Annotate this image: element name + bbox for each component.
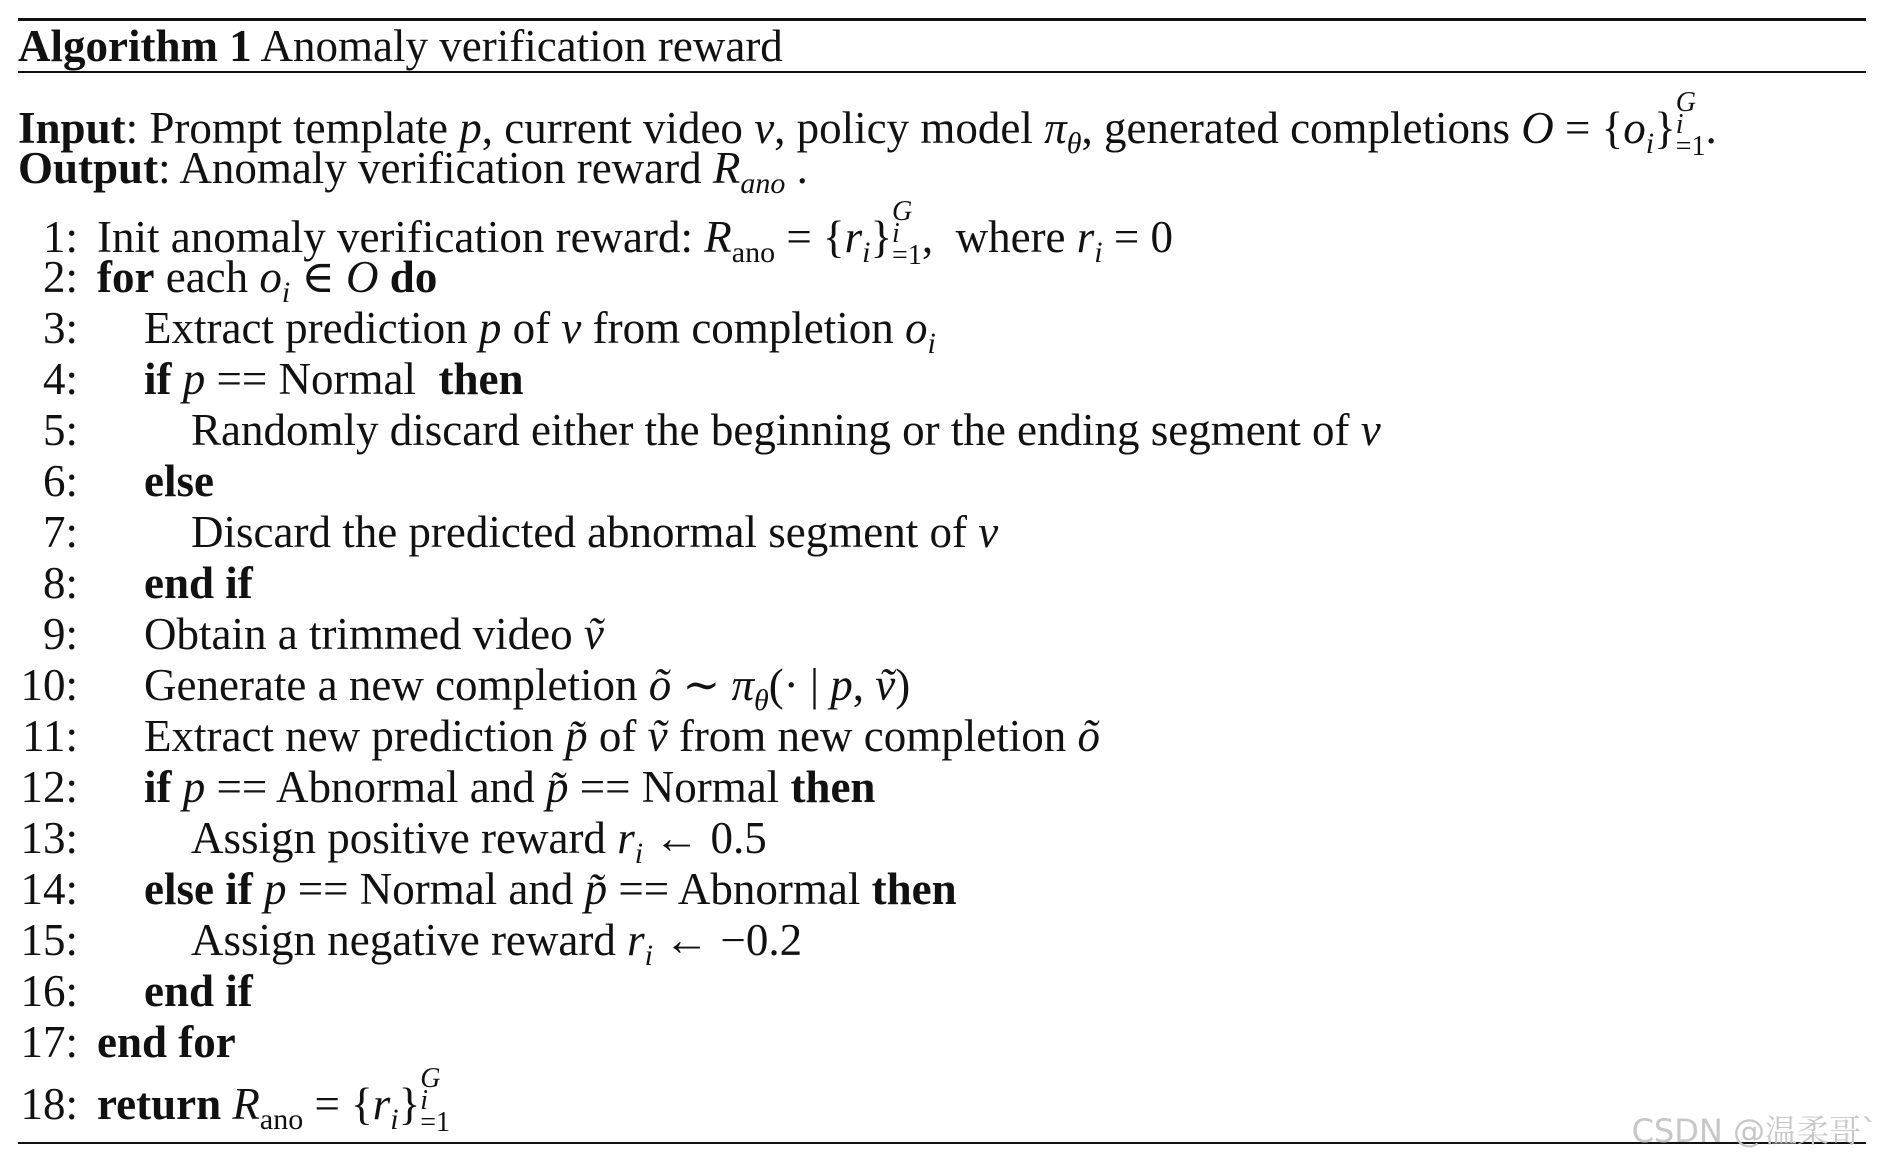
- algorithm-name: Anomaly verification reward: [260, 21, 783, 71]
- algorithm-line-18: 18: return $R_{ano} = \{r_i\}$ G i =1: [20, 1063, 450, 1138]
- output-label: Output: [18, 143, 159, 193]
- algorithm-line-9: 9: Obtain a trimmed video ṽ: [42, 609, 604, 659]
- algorithm-line-4: 4: if p == Normal then: [42, 354, 524, 404]
- algorithm-line-13: 13: Assign positive reward $r_i$ ← 0.5: [20, 813, 767, 870]
- algorithm-line-15: 15: Assign negative reward $r_i$ ← −0.2: [20, 915, 803, 972]
- algorithm-line-7: 7: Discard the predicted abnormal segment of v: [42, 507, 999, 557]
- output-line: [18, 143, 808, 209]
- algorithm-line-17: 17: end for: [20, 1017, 236, 1067]
- input-label: Input: [18, 103, 126, 153]
- algorithm-line-5: 5: Randomly discard either the beginning or the ending segment of v: [42, 405, 1381, 455]
- algorithm-line-14: 14: else if p == Normal and p̃ == Abnormal then: [20, 864, 957, 914]
- algorithm-line-10: 10: Generate a new completion õ ∼ $\pi_\theta(\cdot$ | p, ṽ): [20, 660, 911, 717]
- algorithm-label: Algorithm 1: [18, 21, 252, 71]
- algorithm-line-2: 2: for each $o_i$ ∈ O do: [42, 252, 438, 309]
- output-text: : Anomaly verification reward $R_{ano}$ .: [158, 143, 808, 200]
- algorithm-line-6: 6: else: [42, 456, 214, 506]
- input-text: : Prompt template p, current video v, policy model $\pi_\theta$, generated completions $O = \{o_i\}$ G i =1 .: [125, 87, 1717, 162]
- algorithm-line-11: 11: Extract new prediction p̃ of ṽ from new completion õ: [22, 711, 1100, 761]
- bottom-rule: [18, 1142, 1866, 1144]
- algorithm-title: [18, 21, 783, 71]
- mid-rule: [18, 71, 1866, 73]
- algorithm-line-16: 16: end if: [20, 966, 253, 1016]
- algorithm-line-1: 1: Init anomaly verification reward: $R_{ano} = \{r_i\}$ G i =1 , where $r_i = 0$: [42, 196, 1174, 271]
- algorithm-line-3: 3: Extract prediction p of v from completion $o_i$: [42, 303, 936, 360]
- algorithm-line-8: 8: end if: [42, 558, 253, 608]
- watermark: CSDN @温柔哥`: [1631, 1112, 1877, 1150]
- algorithm-line-12: 12: if p == Abnormal and p̃ == Normal then: [20, 762, 876, 812]
